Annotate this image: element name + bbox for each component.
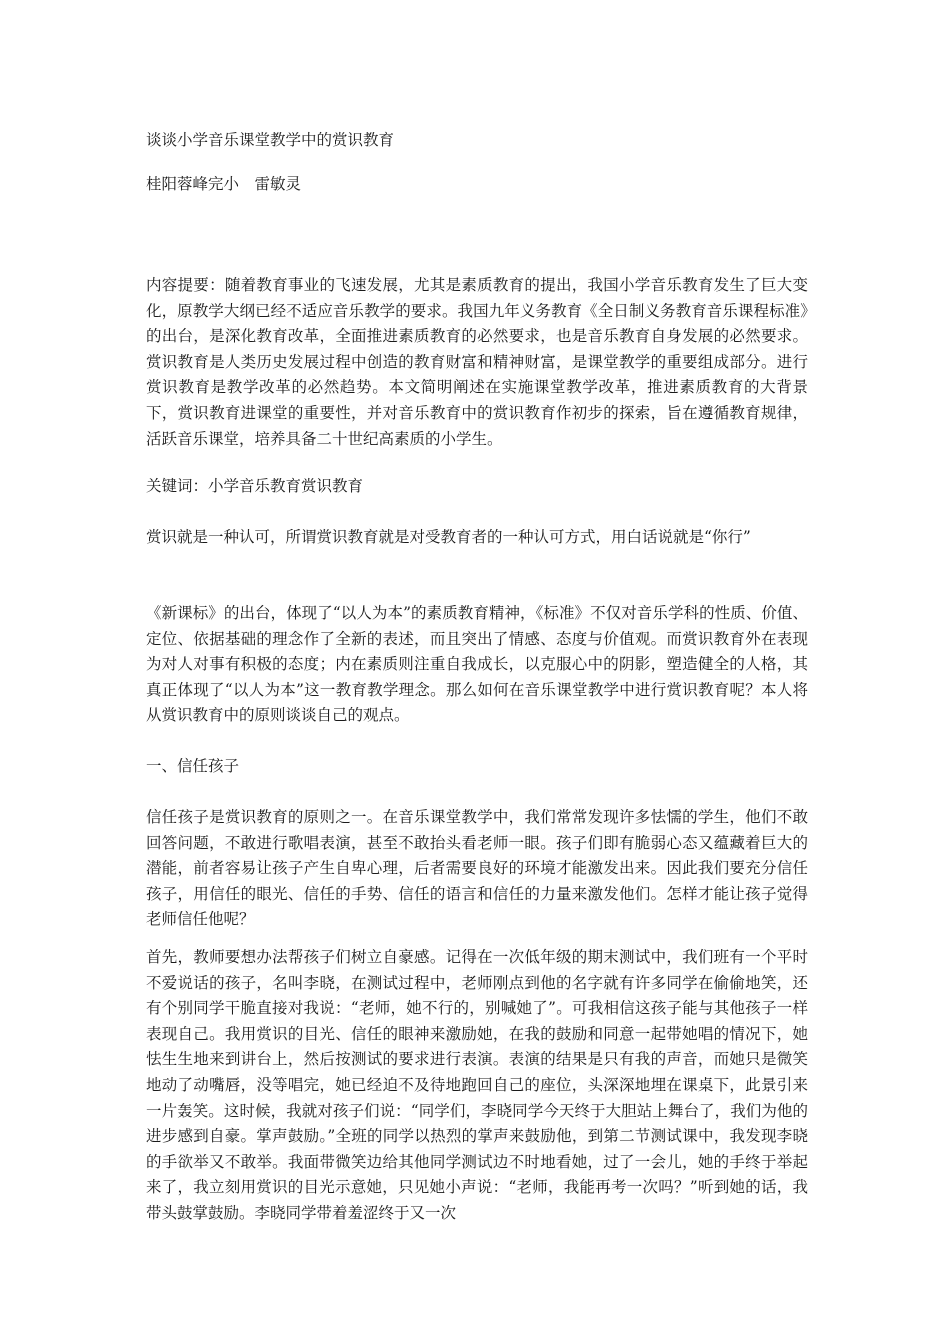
abstract-paragraph: 内容提要：随着教育事业的飞速发展，尤其是素质教育的提出，我国小学音乐教育发生了巨大变化，原教学大纲已经不适应音乐教学的要求。我国九年义务教育《全日制义务教育音乐课程标准》的出台，是深化教育改革，全面推进素质教育的必然要求，也是音乐教育自身发展的必然要求。赏识教育是人类历史发展过程中创造的教育财富和精神财富，是课堂教学的重要组成部分。进行赏识教育是教学改革的必然趋势。本文简明阐述在实施课堂教学改革，推进素质教育的大背景下，赏识教育进课堂的重要性，并对音乐教育中的赏识教育作初步的探索，旨在遵循教育规律，活跃音乐课堂，培养具备二十世纪高素质的小学生。 [146, 276, 808, 448]
definition-paragraph: 赏识就是一种认可，所谓赏识教育就是对受教育者的一种认可方式，用白话说就是“你行” [146, 528, 751, 546]
trust-paragraph: 信任孩子是赏识教育的原则之一。在音乐课堂教学中，我们常常发现许多怯懦的学生，他们不敢回答问题，不敢进行歌唱表演，甚至不敢抬头看老师一眼。孩子们即有脆弱心态又蕴藏着巨大的潜能，前者容易让孩子产生自卑心理，后者需要良好的环境才能激发出来。因此我们要充分信任孩子，用信任的眼光、信任的手势、信任的语言和信任的力量来激发他们。怎样才能让孩子觉得老师信任他呢？ [146, 808, 808, 929]
document-title: 谈谈小学音乐课堂教学中的赏识教育 [146, 131, 395, 149]
keywords-line: 关键词：小学音乐教育赏识教育 [146, 477, 364, 495]
standard-paragraph: 《新课标》的出台，体现了“以人为本”的素质教育精神，《标准》不仅对音乐学科的性质、价值、定位、依据基础的理念作了全新的表述，而且突出了情感、态度与价值观。而赏识教育外在表现为对人对事有积极的态度；内在素质则注重自我成长，以克服心中的阴影，塑造健全的人格，其真正体现了“以人为本”这一教育教学理念。那么如何在音乐课堂教学中进行赏识教育呢？本人将从赏识教育中的原则谈谈自己的观点。 [146, 604, 808, 725]
first-point-paragraph: 首先，教师要想办法帮孩子们树立自豪感。记得在一次低年级的期末测试中，我们班有一个平时不爱说话的孩子，名叫李晓，在测试过程中，老师刚点到他的名字就有许多同学在偷偷地笑，还有个别同学干脆直接对我说：“老师，她不行的，别喊她了”。可我相信这孩子能与其他孩子一样表现自己。我用赏识的目光、信任的眼神来激励她，在我的鼓励和同意一起带她唱的情况下，她怯生生地来到讲台上，然后按测试的要求进行表演。表演的结果是只有我的声音，而她只是微笑地动了动嘴唇，没等唱完，她已经迫不及待地跑回自己的座位，头深深地埋在课桌下，此景引来一片轰笑。这时候，我就对孩子们说：“同学们，李晓同学今天终于大胆站上舞台了，我们为他的进步感到自豪。掌声鼓励。”全班的同学以热烈的掌声来鼓励他，到第二节测试课中，我发现李晓的手欲举又不敢举。我面带微笑边给其他同学测试边不时地看她，过了一会儿，她的手终于举起来了，我立刻用赏识的目光示意她，只见她小声说：“老师，我能再考一次吗？”听到她的话，我带头鼓掌鼓励。李晓同学带着羞涩终于又一次 [146, 948, 808, 1222]
document-author: 桂阳蓉峰完小 雷敏灵 [146, 175, 302, 193]
section-heading-trust: 一、信任孩子 [146, 757, 240, 775]
